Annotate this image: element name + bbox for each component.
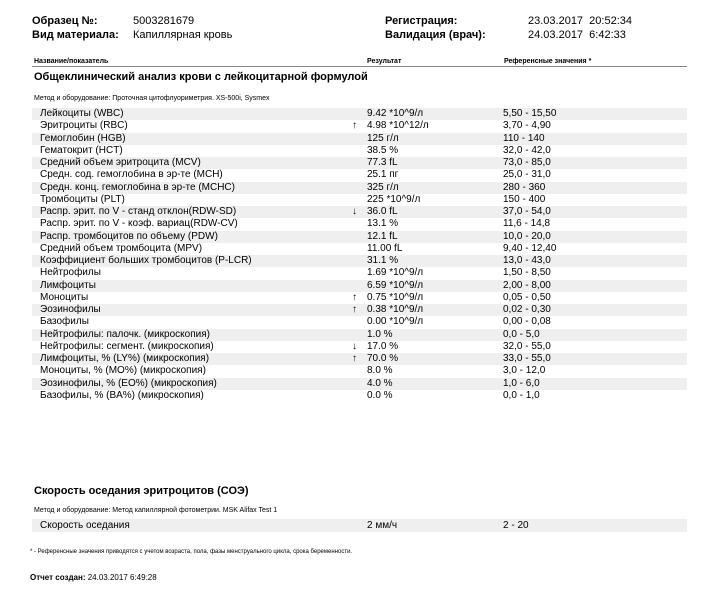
test-name: Средний объем тромбоцита (MPV) [40,242,203,254]
table-row [32,390,687,402]
test-name: Лейкоциты (WBC) [40,108,124,119]
test-result: 77.3 fL [367,157,398,168]
test-name: Эритроциты (RBC) [40,120,128,132]
test-result: 13.1 % [367,218,399,230]
test-reference: 3,70 - 4,90 [503,120,551,132]
column-result-header: Результат [367,58,402,65]
flag-arrow-icon: ↓ [352,340,357,352]
registration-date: 23.03.2017 20:52:34 [528,15,632,27]
created-date: 24.03.2017 6:49:28 [87,573,157,582]
test-reference: 0,02 - 0,30 [503,304,551,315]
table-row [32,267,687,279]
table-row [32,206,687,218]
table-row [32,292,687,304]
test-reference: 2,00 - 8,00 [503,279,551,291]
footnote: * - Референсные значения приводятся с учетом возраста, пола, фазы менструального цикла, срока беременности. [30,549,353,555]
table-row [32,231,687,243]
flag-arrow-icon: ↑ [352,291,357,303]
test-reference: 1,0 - 6,0 [503,377,540,389]
section-title-esr: Скорость оседания эритроцитов (СОЭ) [34,485,249,497]
table-row [32,108,687,120]
test-name: Коэффициент больших тромбоцитов (P-LCR) [40,255,252,266]
test-reference: 280 - 360 [503,181,546,193]
test-result: 125 г/л [367,132,399,144]
test-reference: 25,0 - 31,0 [503,169,551,181]
test-reference: 0,00 - 0,08 [503,316,551,328]
results-table-cbc [32,108,687,402]
table-row [32,194,687,206]
test-result: 38.5 % [367,144,399,156]
flag-arrow-icon: ↑ [352,120,357,132]
test-result: 4.0 % [367,377,393,389]
test-reference: 1,50 - 8,50 [503,267,551,279]
test-result: 17.0 % [367,340,399,352]
material-label: Вид материала: [32,29,119,41]
report-created [30,573,157,582]
test-reference: 9,40 - 12,40 [503,242,557,254]
test-result: 6.59 *10^9/л [367,279,424,291]
test-result: 2 мм/ч [367,520,398,531]
test-name: Распр. эрит. по V - коэф. вариац(RDW-CV) [40,218,238,230]
test-name: Базофилы [40,316,89,328]
test-reference: 33,0 - 55,0 [503,353,551,364]
flag-arrow-icon: ↑ [352,304,357,315]
test-reference: 2 - 20 [503,520,529,531]
table-row [32,145,687,157]
test-result: 25.1 пг [367,169,399,181]
test-result: 70.0 % [367,353,399,364]
test-result: 4.98 *10^12/л [367,120,429,132]
test-result: 0.75 *10^9/л [367,291,424,303]
test-reference: 11,6 - 14,8 [503,218,551,230]
sample-label: Образец №: [32,15,98,27]
test-result: 225 *10^9/л [367,193,421,205]
test-result: 1.0 % [367,328,393,340]
test-name: Моноциты [40,291,89,303]
test-name: Лимфоциты [40,279,96,291]
test-reference: 10,0 - 20,0 [503,230,551,242]
test-result: 12.1 fL [367,230,398,242]
test-name: Средний объем эритроцита (MCV) [40,157,201,168]
test-reference: 13,0 - 43,0 [503,255,551,266]
section-title-cbc: Общеклинический анализ крови с лейкоцитарной формулой [34,71,368,83]
table-row [32,182,687,194]
flag-arrow-icon: ↑ [352,353,357,364]
flag-arrow-icon: ↓ [352,206,357,217]
sample-number: 5003281679 [133,15,195,27]
validation-date: 24.03.2017 6:42:33 [528,29,626,41]
test-name: Моноциты, % (MO%) (микроскопия) [40,365,206,377]
test-reference: 3,0 - 12,0 [503,365,546,377]
test-result: 36.0 fL [367,206,398,217]
test-result: 0.00 *10^9/л [367,316,424,328]
test-reference: 32,0 - 55,0 [503,340,551,352]
table-row [32,316,687,328]
test-name: Нейтрофилы: палочк. (микроскопия) [40,328,210,340]
test-result: 11.00 fL [367,242,403,254]
validation-label: Валидация (врач): [385,29,486,41]
test-reference: 110 - 140 [503,132,545,144]
test-result: 0.0 % [367,389,393,401]
section-method-cbc: Метод и оборудование: Проточная цитофлуориметрия. XS-500i, Sysmex [34,95,270,102]
test-reference: 0,05 - 0,50 [503,291,551,303]
column-reference-header: Референсные значения * [504,58,592,65]
test-result: 0.38 *10^9/л [367,304,424,315]
table-row [32,280,687,292]
test-name: Лимфоциты, % (LY%) (микроскопия) [40,353,210,364]
test-reference: 73,0 - 85,0 [503,157,551,168]
table-row [32,255,687,267]
test-name: Нейтрофилы: сегмент. (микроскопия) [40,340,214,352]
test-reference: 5,50 - 15,50 [503,108,557,119]
test-name: Гемоглобин (HGB) [40,132,126,144]
test-result: 8.0 % [367,365,393,377]
table-row [32,243,687,255]
table-row [32,341,687,353]
test-reference: 0,0 - 1,0 [503,389,540,401]
test-name: Средн. сод. гемоглобина в эр-те (MCH) [40,169,223,181]
test-reference: 32,0 - 42,0 [503,144,551,156]
test-result: 325 г/л [367,181,399,193]
test-reference: 37,0 - 54,0 [503,206,551,217]
test-name: Эозинофилы [40,304,101,315]
test-name: Распр. эрит. по V - станд отклон(RDW-SD) [40,206,237,217]
table-row [32,329,687,341]
test-reference: 150 - 400 [503,193,546,205]
table-row [32,365,687,377]
test-reference: 0,0 - 5,0 [503,328,540,340]
test-name: Нейтрофилы [40,267,101,279]
table-row [32,133,687,145]
registration-label: Регистрация: [385,15,458,27]
column-name-header: Название/показатель [34,58,109,65]
test-name: Тромбоциты (PLT) [40,193,125,205]
table-row [32,157,687,169]
test-name: Распр. тромбоцитов по объему (PDW) [40,230,218,242]
test-result: 31.1 % [367,255,399,266]
table-row [32,218,687,230]
table-row [32,120,687,132]
test-name: Базофилы, % (BA%) (микроскопия) [40,389,204,401]
table-row [32,169,687,181]
test-result: 1.69 *10^9/л [367,267,424,279]
test-name: Средн. конц. гемоглобина в эр-те (MCHC) [40,181,235,193]
table-row [32,353,687,365]
test-name: Эозинофилы, % (EO%) (микроскопия) [40,377,217,389]
created-label: Отчет создан: [30,573,86,582]
table-row [32,378,687,390]
test-name: Скорость оседания [40,520,130,531]
test-name: Гематокрит (HCT) [40,144,123,156]
table-row [32,519,687,532]
test-result: 9.42 *10^9/л [367,108,424,119]
table-row [32,304,687,316]
header-divider [32,66,687,67]
material-value: Капиллярная кровь [133,29,233,41]
section-method-esr: Метод и оборудование: Метод капиллярной фотометрии. MSK Alifax Test 1 [34,507,278,514]
